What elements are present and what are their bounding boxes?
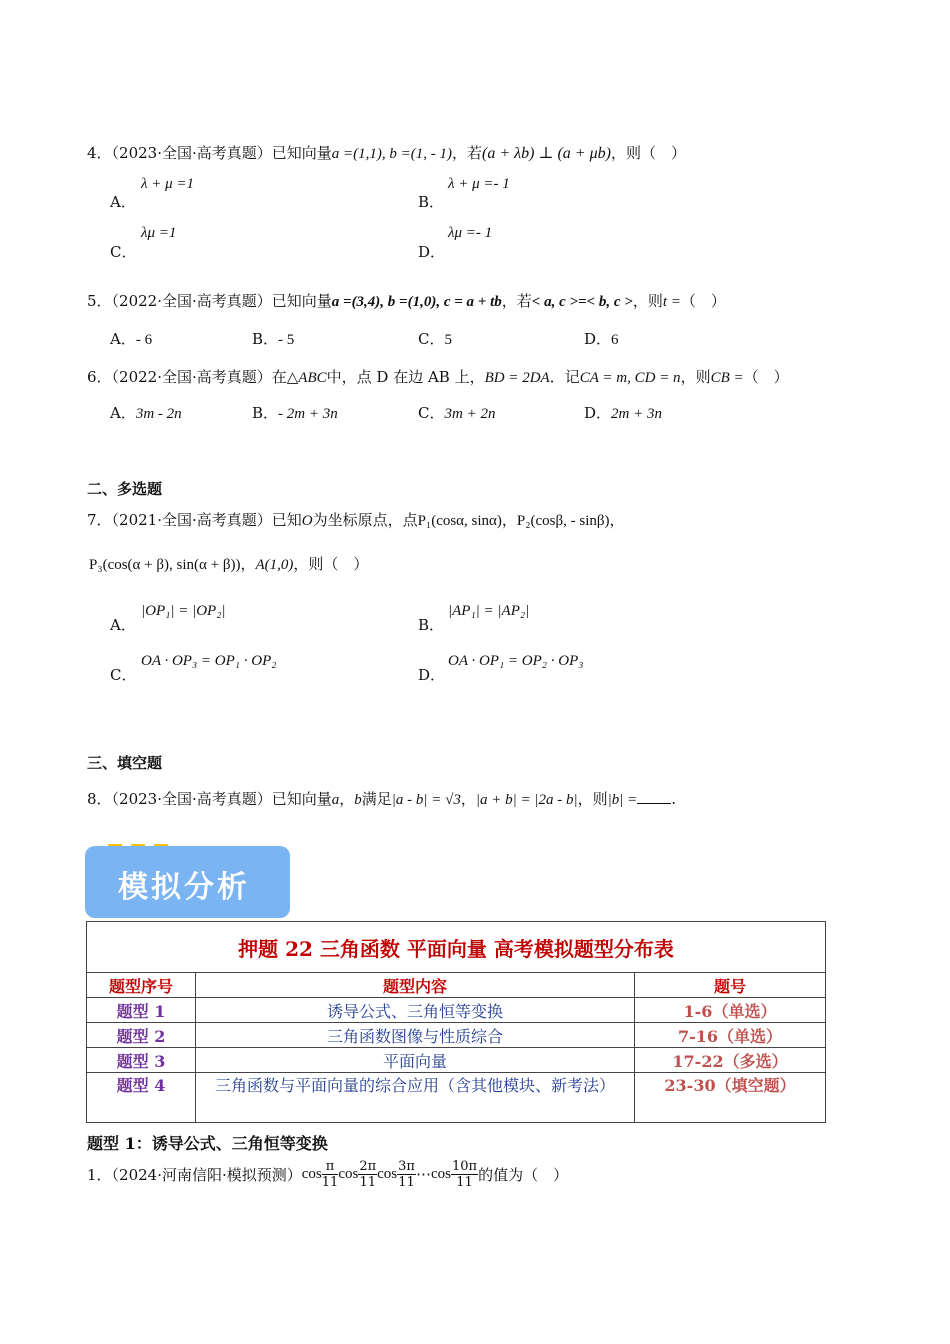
row-type: 题型 4: [87, 1073, 196, 1123]
q8-answer-blank[interactable]: [637, 789, 671, 804]
q7-option-b-label: B．: [418, 616, 445, 634]
row-type: 题型 2: [87, 1023, 196, 1048]
fraction-1: $\frac{\pi}{11}$: [321, 1158, 339, 1190]
q7-origin: O: [301, 513, 313, 529]
cos-label: cos: [377, 1165, 398, 1182]
row-type: 题型 3: [87, 1048, 196, 1073]
q5-option-d: D．6: [584, 330, 619, 348]
row-type: 题型 1: [87, 998, 196, 1023]
type1-heading: 题型 1：诱导公式、三角恒等变换: [87, 1134, 328, 1153]
q8-ask: |b| =: [607, 792, 638, 808]
q7-point-p1: P₁(cosα, sinα): [417, 513, 502, 529]
q7-point-p2: P₂(cosβ, - sinβ): [516, 513, 610, 529]
q6-triangle: △ABC: [286, 370, 327, 386]
q5-option-b: B．- 5: [252, 330, 295, 348]
cos-label: cos: [430, 1165, 451, 1182]
q5-option-a: A．- 6: [110, 330, 153, 348]
fraction-3: $\frac{3\pi}{11}$: [398, 1158, 415, 1190]
q6-connector: 中，点 D 在边 AB 上，: [326, 368, 485, 386]
q6-variable: CB =: [710, 370, 744, 386]
q5-stem: 5．（2022·全国·高考真题）已知向量: [87, 292, 332, 310]
q4-option-c: λμ =1: [141, 225, 177, 241]
section-fill-in-heading: 三、填空题: [87, 754, 163, 772]
q7-option-b: |AP₁| = |AP₂|: [448, 603, 530, 619]
q7-option-d: OA · OP₁ = OP₂ · OP₃: [448, 653, 584, 669]
q5-condition: a =(3,4), b =(1,0), c = a + tb: [331, 294, 502, 310]
table-row: [87, 1048, 826, 1073]
q5-tail: （ ）: [680, 292, 726, 310]
section-multiple-choice-heading: 二、多选题: [87, 480, 163, 498]
header-type-index: 题型序号: [87, 973, 196, 998]
q6-tail: （ ）: [743, 368, 789, 386]
q4-condition: a =(1,1), b =(1, - 1): [331, 146, 452, 162]
q7-option-c-label: C．: [110, 666, 137, 684]
q5-angle-condition: < a, c >=< b, c >: [531, 294, 633, 310]
question-distribution-table: [86, 921, 826, 1123]
fraction-2: $\frac{2\pi}{11}$: [359, 1158, 377, 1190]
q7-separator-3: ，: [240, 555, 256, 573]
q4-option-d: λμ =- 1: [448, 225, 493, 241]
row-number: 1-6（单选）: [635, 998, 826, 1023]
fraction-4: $\frac{10\pi}{11}$: [451, 1158, 478, 1190]
q7-stem: 7．（2021·全国·高考真题）已知: [87, 511, 302, 529]
header-type-content: 题型内容: [196, 973, 635, 998]
q6-stem: 6．（2022·全国·高考真题）在: [87, 368, 287, 386]
q7-separator-1: ，: [501, 511, 517, 529]
q4-option-a: λ + μ =1: [141, 176, 195, 192]
q5-stem-line: [87, 290, 726, 311]
q1-stem-line: [87, 1154, 568, 1194]
header-question-number: 题号: [635, 973, 826, 998]
ellipsis: ⋯: [415, 1165, 431, 1183]
table-row: [87, 1023, 826, 1048]
q1-tail: 的值为（ ）: [478, 1165, 569, 1184]
row-content: 平面向量: [196, 1048, 635, 1073]
q8-stem-line: [87, 788, 676, 809]
q8-condition-2: |a + b| = |2a - b|: [475, 792, 578, 808]
q7-option-a-label: A．: [110, 616, 136, 634]
q7-option-d-label: D．: [418, 666, 446, 684]
q8-vector-b: b: [354, 792, 362, 808]
q8-connector: 满足: [361, 790, 392, 808]
q7-tail: ，则（ ）: [293, 555, 369, 573]
row-number: 23-30（填空题）: [635, 1073, 826, 1123]
q6-option-b: B．- 2m + 3n: [252, 404, 338, 422]
q6-condition: BD = 2DA: [484, 370, 550, 386]
q5-option-c: C．5: [418, 330, 452, 348]
q5-connector-2: ，则: [632, 292, 663, 310]
q8-vector-a: a: [331, 792, 340, 808]
row-content: 诱导公式、三角恒等变换: [196, 998, 635, 1023]
q7-point-a: A(1,0): [255, 557, 294, 573]
table-title: 押题 22 三角函数 平面向量 高考模拟题型分布表: [87, 922, 826, 973]
row-content: 三角函数图像与性质综合: [196, 1023, 635, 1048]
q6-option-d: D．2m + 3n: [584, 404, 662, 422]
q6-option-a: A．3m - 2n: [110, 404, 182, 422]
q6-option-c: C．3m + 2n: [418, 404, 496, 422]
q7-option-a: |OP₁| = |OP₂|: [141, 603, 226, 619]
row-content: 三角函数与平面向量的综合应用（含其他模块、新考法）: [196, 1073, 635, 1123]
q8-connector-2: ，则: [577, 790, 608, 808]
banner-title: 模拟分析: [118, 870, 250, 905]
q6-connector-2: ．记: [549, 368, 580, 386]
q6-stem-line: [87, 366, 789, 387]
table-row: [87, 1073, 826, 1123]
q4-connector: ，若: [452, 144, 483, 162]
q4-perp-condition: (a + λb) ⊥ (a + μb): [482, 145, 611, 162]
q4-stem-line: [87, 142, 686, 163]
row-number: 7-16（单选）: [635, 1023, 826, 1048]
q8-tail: .: [671, 790, 677, 808]
q4-option-d-label: D．: [418, 243, 446, 261]
q5-connector: ，若: [501, 292, 532, 310]
q7-separator-2: ，: [609, 511, 625, 529]
q7-stem-line: [87, 509, 625, 530]
q4-stem: 4．（2023·全国·高考真题）已知向量: [87, 144, 332, 162]
cos-label: cos: [338, 1165, 359, 1182]
q7-stem-line-2: [89, 553, 368, 574]
table-header-row: [87, 973, 826, 998]
row-number: 17-22（多选）: [635, 1048, 826, 1073]
q7-connector: 为坐标原点，点: [312, 511, 418, 529]
q4-option-a-label: A．: [110, 193, 136, 211]
q8-condition-1: |a - b| = √3: [391, 792, 461, 808]
q6-connector-3: ，则: [680, 368, 711, 386]
q7-point-p3: P₃(cos(α + β), sin(α + β)): [89, 557, 241, 573]
q1-stem: 1．（2024·河南信阳·模拟预测）: [87, 1165, 302, 1184]
q4-option-c-label: C．: [110, 243, 137, 261]
q6-notation: CA = m, CD = n: [579, 370, 681, 386]
q8-separator: ，: [339, 790, 355, 808]
q4-tail: ，则（ ）: [610, 144, 686, 162]
q8-separator-2: ，: [460, 790, 476, 808]
q4-option-b: λ + μ =- 1: [448, 176, 510, 192]
q4-option-b-label: B．: [418, 193, 445, 211]
q8-stem: 8．（2023·全国·高考真题）已知向量: [87, 790, 332, 808]
q7-option-c: OA · OP₃ = OP₁ · OP₂: [141, 653, 277, 669]
q5-variable: t =: [662, 294, 681, 310]
cos-label: cos: [301, 1165, 322, 1182]
table-row: [87, 998, 826, 1023]
